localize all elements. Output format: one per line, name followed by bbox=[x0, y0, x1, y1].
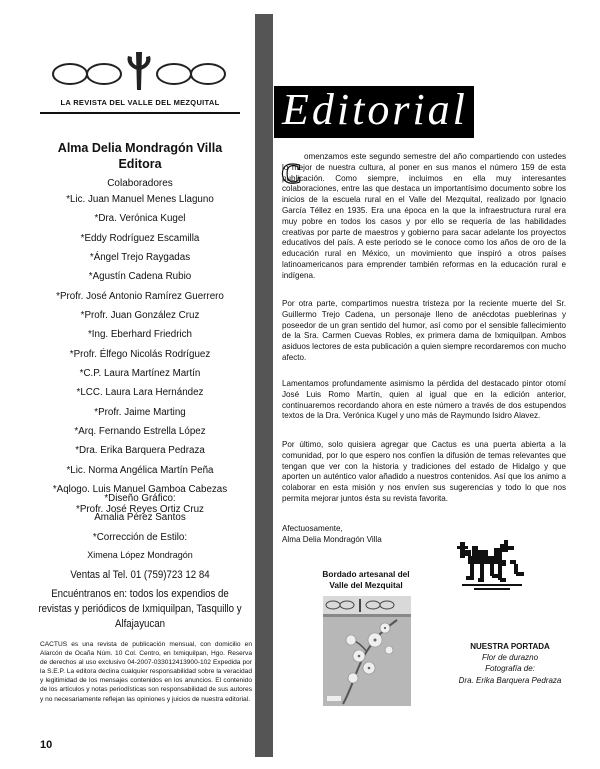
editor-name: Alma Delia Mondragón Villa bbox=[57, 141, 223, 155]
column-divider-bar bbox=[255, 14, 273, 757]
editorial-paragraph-3: Lamentamos profundamente asimismo la pérdida del destacado pintor otomí José Luis Romo Martín, quien al igual que en la edición anterior, continuaremos recordando ahora en este número a través de dos estupendos textos de la Dra. Verónica Kugel y uno más de Raymundo Isidro Alavez. bbox=[282, 379, 566, 421]
page-title: Editorial bbox=[282, 85, 468, 134]
cover-credits-heading: NUESTRA PORTADA bbox=[470, 642, 550, 651]
list-item: *Profr. Juan González Cruz bbox=[80, 310, 200, 322]
designer-name: Amalia Pérez Santos bbox=[94, 512, 186, 523]
list-item: *Dra. Verónica Kugel bbox=[94, 213, 186, 225]
editorial-paragraph-2: Por otra parte, compartimos nuestra tristeza por la reciente muerte del Sr. Guillermo Trejo Cadena, un personaje lleno de anécdotas pueblerinas y poseedor de un gran sentido del humor, así como por el sensible fallecimiento de la Sra. Carmen Cuevas Robles, ex primera dama de Ixmiquilpan. Ambos asiduos lectores de esta publicación a quien siempre recordaremos con mucho afecto. bbox=[282, 299, 566, 362]
cover-subject: Flor de durazno bbox=[481, 653, 539, 663]
closing-line: Afectuosamente, bbox=[282, 524, 343, 533]
cactus-logo bbox=[48, 48, 230, 92]
page-number: 10 bbox=[40, 739, 53, 751]
svg-text:C: C bbox=[281, 160, 302, 186]
embroidery-caption: Bordado artesanal del Valle del Mezquital bbox=[322, 569, 410, 590]
design-heading: *Diseño Gráfico: bbox=[104, 493, 176, 504]
photographer-name: Dra. Erika Barquera Pedraza bbox=[458, 675, 562, 685]
photo-label: Fotografía de: bbox=[485, 664, 535, 674]
list-item: *Lic. Norma Angélica Martín Peña bbox=[66, 464, 214, 476]
list-item: *Profr. José Antonio Ramírez Guerrero bbox=[56, 290, 224, 302]
list-item: *Eddy Rodríguez Escamilla bbox=[80, 232, 200, 244]
editorial-paragraph-4: Por último, solo quisiera agregar que Cactus es una puerta abierta a la comunidad, por lo que espero nos confíen la difusión de temas relevantes que tengan que ver con la historia y tradiciones del estado de Hidalgo y que aporten un auténtico valor añadido a nuestros contenidos. Así que los animo a colaborar en esta misión y nos envíen sus sugerencias y todo lo que nos permita mejorar juntos ésta su revista favorita. bbox=[282, 440, 566, 503]
collaborators-list bbox=[20, 190, 260, 519]
list-item: *Arq. Fernando Estrella López bbox=[74, 426, 206, 438]
list-item: *C.P. Laura Martínez Martín bbox=[79, 368, 201, 380]
list-item: *Ing. Eberhard Friedrich bbox=[87, 329, 192, 341]
list-item: *Aqlogo. Luis Manuel Gamboa Cabezas bbox=[52, 484, 228, 496]
list-item: *Profr. Jaime Marting bbox=[94, 406, 186, 418]
magazine-cover-image bbox=[323, 596, 411, 706]
legal-notice: CACTUS es una revista de publicación mensual, con domicilio en Alarcón de Ocaña Núm. 10 Col. Centro, en Ixmiquilpan, Hgo. Reserva de derechos al uso exclusivo 04-2007-033012413900-102 Expedida por la S.E.P. La editora declina cualquier responsabilidad sobre la veracidad y legitimidad de los mensajes contenidos en los anuncios. El contenido de los artículos y notas periodísticas son responsabilidad de sus autores y no necesariamente reflejan las opiniones y juicios de nuestra editorial. bbox=[40, 641, 252, 703]
editorial-paragraph-1: omenzamos este segundo semestre del año compartiendo con ustedes lo mejor de nuestra cultura, al poner en sus manos el número 159 de esta publicación. Como siempre, incluimos en ella muy interesantes colaboraciones, entre las que destaca un importantísimo documento sobre los inicios de la escuela rural en el Valle del Mezquital, realizado por Ignacio García Téllez en 1935. Era una época en la que la infraestructura rural era muy pobre en todos los casos y por ello se requería de las habilidades creativas por parte de maestros y gobierno para sacar adelante los proyectos educativos del país. A este periodo se le conoce como los años de oro de la educación rural en México, un movimiento que inspiró a otros países latinoamericanos para emprender también reformas en la educación rural e indígena. bbox=[282, 152, 566, 280]
collaborators-heading: Colaboradores bbox=[107, 178, 173, 189]
correction-heading: *Corrección de Estilo: bbox=[92, 532, 188, 543]
list-item: *Dra. Erika Barquera Pedraza bbox=[75, 445, 205, 457]
list-item: *Profr. José Reyes Ortiz Cruz bbox=[76, 503, 204, 515]
list-item: *LCC. Laura Lara Hernández bbox=[76, 387, 204, 399]
cover-credits bbox=[450, 641, 570, 686]
corrector-name: Ximena López Mondragón bbox=[87, 550, 193, 560]
tagline: LA REVISTA DEL VALLE DEL MEZQUITAL bbox=[60, 98, 220, 107]
list-item: *Lic. Juan Manuel Menes Llaguno bbox=[66, 194, 214, 205]
sales-phone: Ventas al Tel. 01 (759)723 12 84 bbox=[70, 569, 210, 581]
distribution-note: Encuéntranos en: todos los expendios de revistas y periódicos de Ixmiquilpan, Tasquillo y Alfajayucan bbox=[38, 588, 242, 630]
signature: Alma Delia Mondragón Villa bbox=[282, 535, 382, 544]
list-item: *Profr. Élfego Nicolás Rodríguez bbox=[69, 348, 211, 360]
divider bbox=[40, 112, 240, 114]
list-item: *Ángel Trejo Raygadas bbox=[89, 252, 191, 264]
editor-role: Editora bbox=[118, 157, 162, 171]
list-item: *Agustín Cadena Rubio bbox=[88, 271, 192, 283]
embroidery-figure-image bbox=[454, 540, 528, 592]
